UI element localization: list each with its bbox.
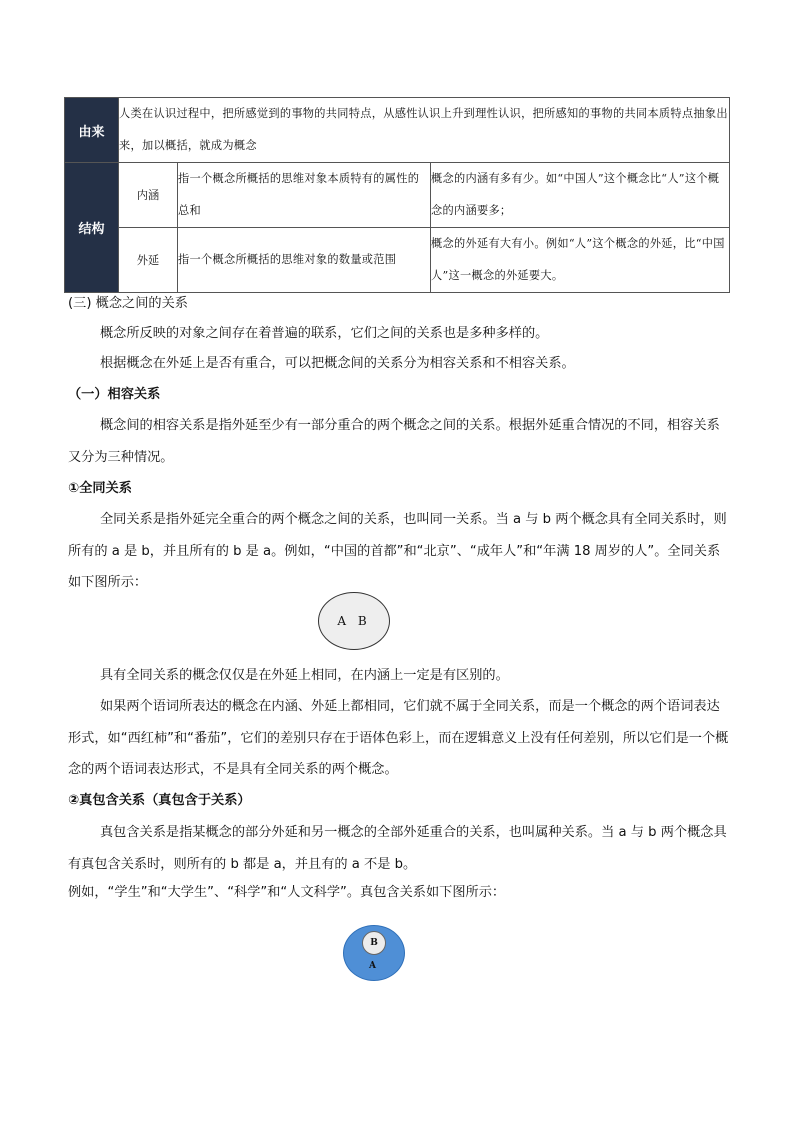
- structure-header: 结构: [65, 163, 119, 293]
- inclusion-diagram-outer-label: A: [369, 961, 376, 971]
- item-heading-identity: ①全同关系: [68, 481, 132, 496]
- paragraph-inclusion-example: 例如，“学生”和“大学生”、“科学”和“人文科学”。真包含关系如下图所示：: [68, 885, 506, 900]
- section-heading: (三) 概念之间的关系: [68, 296, 188, 311]
- intension-label: 内涵: [119, 163, 178, 228]
- inclusion-diagram-inner-circle: B: [362, 931, 386, 955]
- intension-example: 概念的内涵有多有少。如“中国人”这个概念比“人”这个概念的内涵要多；: [431, 163, 730, 228]
- extension-definition: 指一个概念所概括的思维对象的数量或范围: [178, 228, 431, 293]
- extension-label: 外延: [119, 228, 178, 293]
- paragraph-compatible-definition: 概念间的相容关系是指外延至少有一部分重合的两个概念之间的关系。根据外延重合情况的不同，相容关系又分为三种情况。: [68, 418, 720, 465]
- paragraph-identity-definition: 全同关系是指外延完全重合的两个概念之间的关系，也叫同一关系。当 a 与 b 两个概念具有全同关系时，则所有的 a 是 b，并且所有的 b 是 a。例如，“中国的首都”和“北京”、“成年人”和“年满 18 周岁的人”。全同关系如下图所示：: [68, 512, 727, 590]
- origin-header: 由来: [65, 98, 119, 163]
- table-row-intension: [65, 163, 730, 228]
- paragraph-identity-note: 具有全同关系的概念仅仅是在外延上相同，在内涵上一定是有区别的。: [100, 668, 509, 683]
- subsection-heading-compatible: （一）相容关系: [68, 387, 161, 402]
- paragraph-synonym-explanation: 如果两个语词所表达的概念在内涵、外延上都相同，它们就不属于全同关系，而是一个概念的两个语词表达形式，如“西红柿”和“番茄”，它们的差别只存在于语体色彩上，而在逻辑意义上没有任何差别，所以它们是一个概念的两个语词表达形式，不是具有全同关系的两个概念。: [68, 699, 729, 777]
- origin-text: 人类在认识过程中，把所感觉到的事物的共同特点，从感性认识上升到理性认识，把所感知的事物的共同本质特点抽象出来，加以概括，就成为概念: [119, 98, 730, 163]
- intension-definition: 指一个概念所概括的思维对象本质特有的属性的总和: [178, 163, 431, 228]
- identity-diagram-ellipse: A B: [318, 592, 390, 650]
- table-row-extension: [65, 228, 730, 293]
- paragraph-relations-classification: 根据概念在外延上是否有重合，可以把概念间的关系分为相容关系和不相容关系。: [100, 356, 575, 371]
- table-row-origin: [65, 98, 730, 163]
- paragraph-relations-intro: 概念所反映的对象之间存在着普遍的联系，它们之间的关系也是多种多样的。: [100, 326, 549, 341]
- extension-example: 概念的外延有大有小。例如“人”这个概念的外延，比“中国人”这一概念的外延要大。: [431, 228, 730, 293]
- item-heading-inclusion: ②真包含关系（真包含于关系）: [68, 793, 251, 808]
- concept-table: [64, 97, 730, 293]
- paragraph-inclusion-definition: 真包含关系是指某概念的部分外延和另一概念的全部外延重合的关系，也叫属种关系。当 a 与 b 两个概念具有真包含关系时，则所有的 b 都是 a，并且有的 a 不是 b。: [68, 825, 727, 872]
